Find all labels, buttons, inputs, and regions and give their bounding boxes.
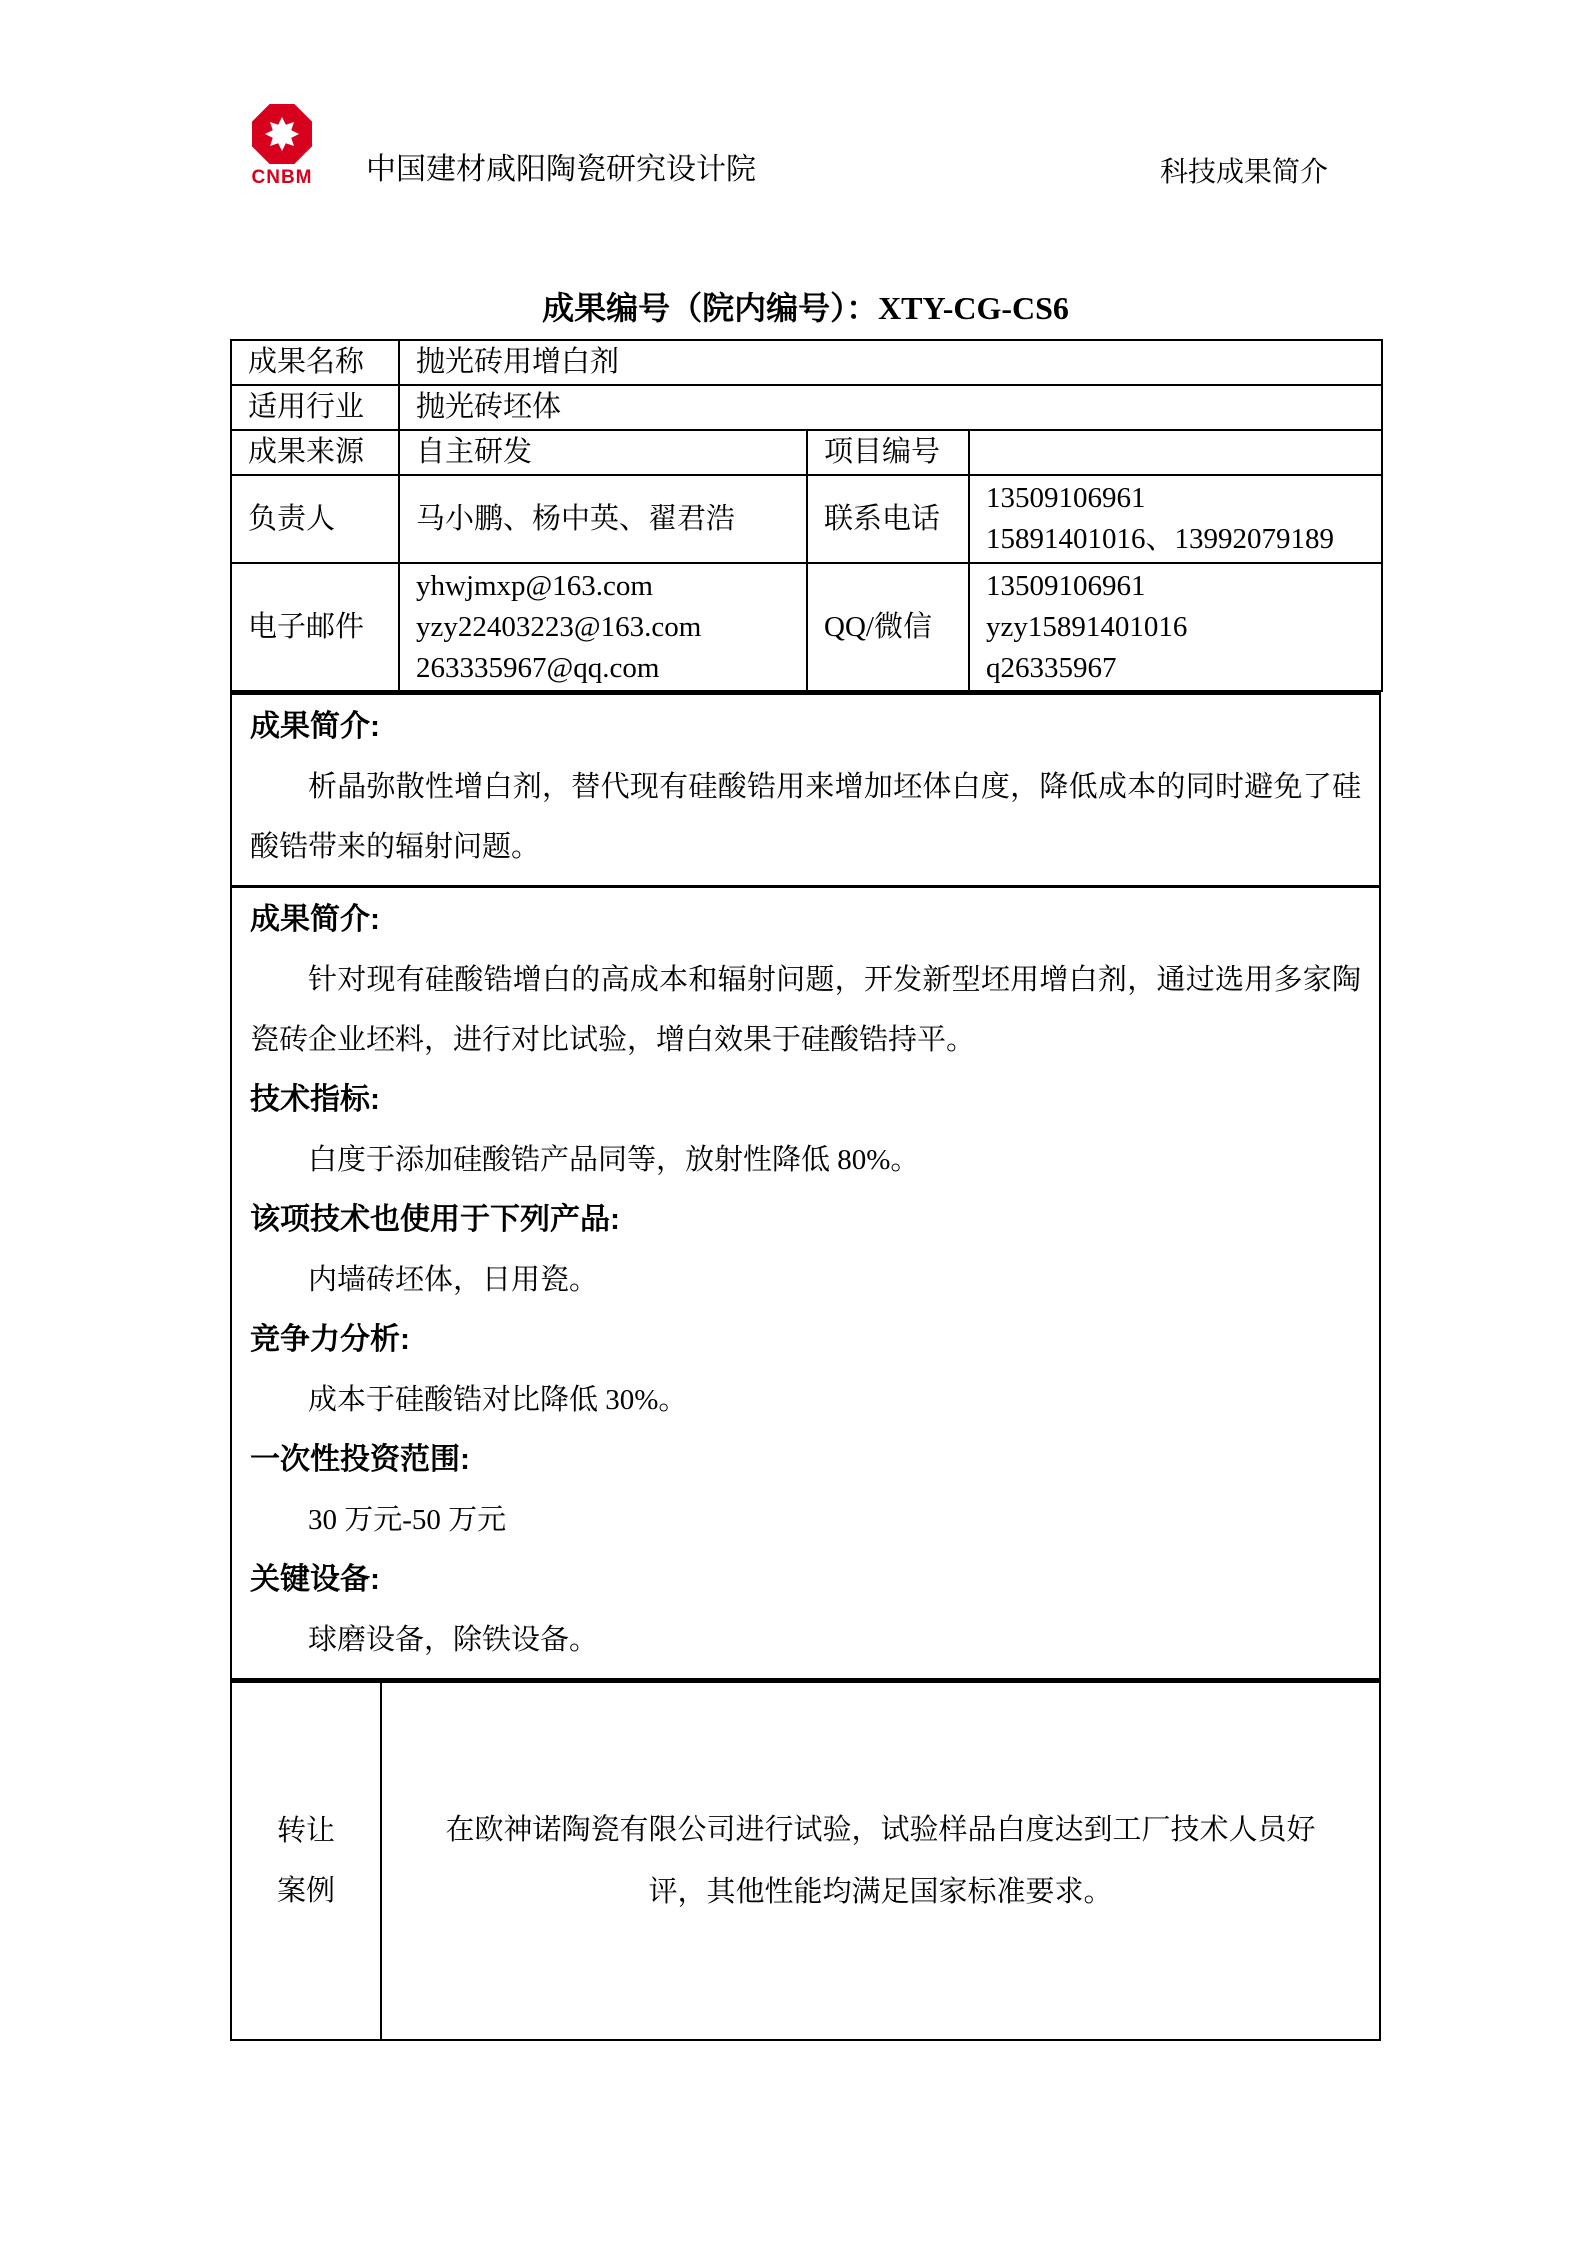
transfer-case-table: [230, 1681, 1381, 2041]
qq-line-2: yzy15891401016: [986, 610, 1188, 643]
email-line-2: yzy22403223@163.com: [416, 610, 702, 643]
section-paragraph: 球磨设备，除铁设备。: [308, 1624, 599, 1656]
section-heading: 该项技术也使用于下列产品:: [250, 1203, 620, 1236]
section-paragraph: 内墙砖坯体，日用瓷。: [308, 1264, 599, 1296]
transfer-case-text: 在欧神诺陶瓷有限公司进行试验，试验样品白度达到工厂技术人员好评，其他性能均满足国家标准要求。: [381, 1682, 1380, 2040]
phone-line-1: 13509106961: [986, 482, 1146, 514]
section-paragraph: 成本于硅酸锆对比降低 30%。: [308, 1384, 688, 1416]
table-row: [231, 385, 1382, 430]
section-paragraph: 30 万元-50 万元: [308, 1504, 507, 1536]
section-heading: 竞争力分析:: [250, 1323, 410, 1356]
section-heading: 成果简介:: [250, 710, 380, 743]
phone-label: 联系电话: [807, 475, 969, 563]
section-details: [230, 885, 1381, 1681]
project-number-value: [969, 430, 1382, 475]
cnbm-logo-text: CNBM: [251, 167, 313, 188]
cnbm-logo-icon: [243, 104, 321, 164]
info-table: [230, 339, 1383, 692]
source-label: 成果来源: [231, 430, 399, 475]
qq-line-1: 13509106961: [986, 569, 1146, 602]
table-row: [231, 430, 1382, 475]
achievement-name-label: 成果名称: [231, 340, 399, 385]
table-row: [231, 1682, 1380, 2040]
section-brief-1: [230, 692, 1381, 885]
email-line-1: yhwjmxp@163.com: [416, 569, 653, 602]
email-value: [399, 563, 807, 691]
leader-value: 马小鹏、杨中英、翟君浩: [399, 475, 807, 563]
qq-wechat-value: [969, 563, 1382, 691]
cnbm-logo: [243, 104, 321, 189]
achievement-name-value: 抛光砖用增白剂: [399, 340, 1382, 385]
table-row: [231, 340, 1382, 385]
table-row: [231, 563, 1382, 691]
phone-value: [969, 475, 1382, 563]
page-title: 成果编号（院内编号）：XTY-CG-CS6: [542, 290, 1069, 326]
transfer-case-label: 转让案例: [231, 1682, 381, 2040]
industry-value: 抛光砖坯体: [399, 385, 1382, 430]
phone-line-2: 15891401016、13992079189: [986, 523, 1335, 555]
email-line-3: 263335967@qq.com: [416, 651, 660, 684]
section-paragraph: 析晶弥散性增白剂，替代现有硅酸锆用来增加坯体白度，降低成本的同时避免了硅酸锆带来的辐射问题。: [250, 771, 1361, 863]
content-table: [230, 339, 1381, 2041]
section-paragraph: 针对现有硅酸锆增白的高成本和辐射问题，开发新型坯用增白剂，通过选用多家陶瓷砖企业坯料，进行对比试验，增白效果于硅酸锆持平。: [250, 964, 1361, 1056]
email-label: 电子邮件: [231, 563, 399, 691]
qq-line-3: q26335967: [986, 651, 1117, 684]
section-heading: 一次性投资范围:: [250, 1443, 470, 1476]
section-heading: 关键设备:: [250, 1563, 380, 1596]
qq-wechat-label: QQ/微信: [807, 563, 969, 691]
source-value: 自主研发: [399, 430, 807, 475]
section-heading: 技术指标:: [250, 1083, 380, 1116]
leader-label: 负责人: [231, 475, 399, 563]
doc-type-label: 科技成果简介: [1160, 156, 1329, 187]
project-number-label: 项目编号: [807, 430, 969, 475]
section-paragraph: 白度于添加硅酸锆产品同等，放射性降低 80%。: [308, 1144, 920, 1176]
industry-label: 适用行业: [231, 385, 399, 430]
table-row: [231, 475, 1382, 563]
company-name: 中国建材咸阳陶瓷研究设计院: [366, 153, 756, 186]
section-heading: 成果简介:: [250, 903, 380, 936]
